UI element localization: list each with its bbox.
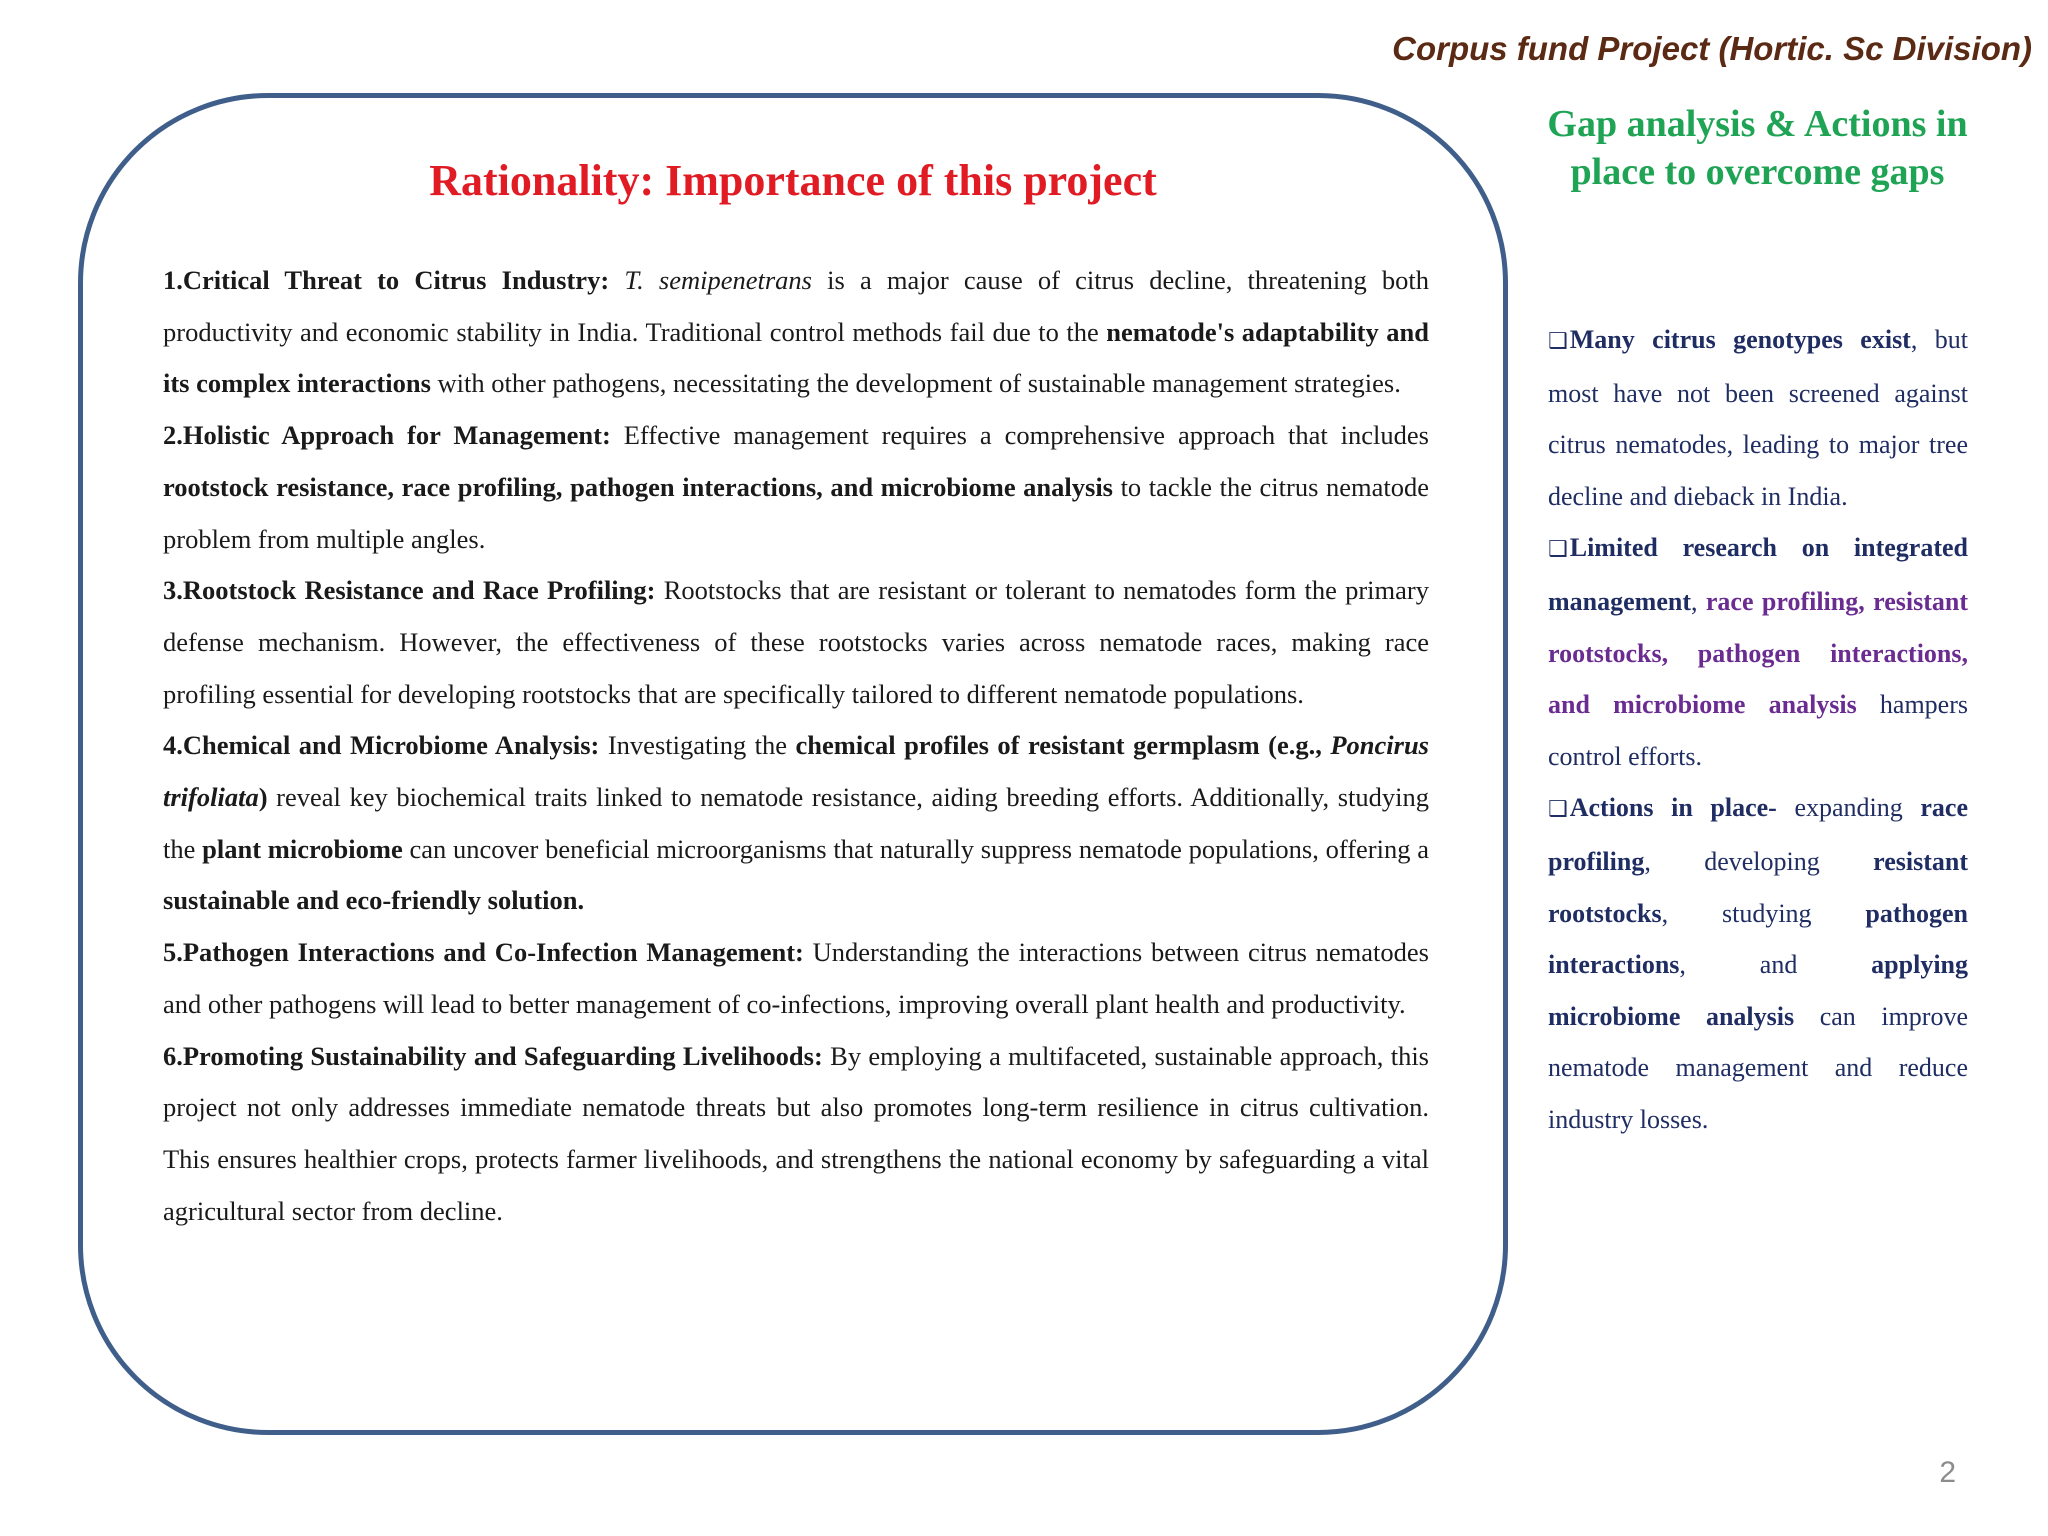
rationality-item-5: 5.Pathogen Interactions and Co-Infection Management: Understanding the interactions between citrus nematodes and other pathogens will lead to better management of co-infections, improving overall plant health and productivity. [163, 937, 1429, 1019]
item-heading: 4.Chemical and Microbiome Analysis: [163, 730, 600, 761]
rationality-item-1: 1.Critical Threat to Citrus Industry: T. semipenetrans is a major cause of citrus decline, threatening both productivity and economic stability in India. Traditional control methods fail due to the nematode's adaptability and its complex interactions with other pathogens, necessitating the development of sustainable management strategies. [163, 265, 1430, 399]
rationality-item-6: 6.Promoting Sustainability and Safeguarding Livelihoods: By employing a multifaceted, sustainable approach, this project not only addresses immediate nematode threats but also promotes long-term resilience in citrus cultivation. This ensures healthier crops, protects farmer livelihoods, and strengthens the national economy by safeguarding a vital agricultural sector from decline. [163, 1040, 1429, 1226]
rationality-item-2: 2.Holistic Approach for Management: Effective management requires a comprehensive approach that includes rootstock resistance, race profiling, pathogen interactions, and microbiome analysis to tackle the citrus nematode problem from multiple angles. [163, 420, 1429, 554]
gap-item-1: ❑Many citrus genotypes exist, but most have not been screened against citrus nematodes, leading to major tree decline and dieback in India. [1548, 325, 1969, 511]
item-heading: 6.Promoting Sustainability and Safeguarding Livelihoods: [163, 1040, 823, 1071]
item-heading: 2.Holistic Approach for Management: [163, 420, 611, 451]
rationality-item-4: 4.Chemical and Microbiome Analysis: Investigating the chemical profiles of resistant germplasm (e.g., Poncirus trifoliata) reveal key biochemical traits linked to nematode resistance, aiding breeding efforts. Additionally, studying the plant microbiome can uncover beneficial microorganisms that naturally suppress nematode populations, offering a sustainable and eco-friendly solution. [163, 730, 1430, 916]
rationality-item-3: 3.Rootstock Resistance and Race Profiling: Rootstocks that are resistant or tolerant to nematodes form the primary defense mechanism. However, the effectiveness of these rootstocks varies across nematode races, making race profiling essential for developing rootstocks that are specifically tailored to different nematode populations. [163, 575, 1429, 709]
rationality-list [163, 255, 1429, 1237]
page-number: 2 [1939, 1456, 1956, 1489]
gap-item-3: ❑Actions in place- expanding race profiling, developing resistant rootstocks, studying pathogen interactions, and applying microbiome analysis can improve nematode management and reduce industry losses. [1548, 793, 1968, 1134]
item-heading: 1.Critical Threat to Citrus Industry: [163, 265, 610, 295]
item-heading: 3.Rootstock Resistance and Race Profiling: [163, 575, 656, 606]
square-bullet-icon: ❑ [1548, 797, 1568, 823]
square-bullet-icon: ❑ [1548, 537, 1568, 563]
square-bullet-icon: ❑ [1548, 329, 1568, 354]
gap-analysis-title: Gap analysis & Actions in place to overcome gaps [1547, 103, 1968, 193]
species-name: T. semipenetrans [624, 265, 812, 295]
header-title: Corpus fund Project (Hortic. Sc Division) [1392, 30, 2032, 67]
rationality-title: Rationality: Importance of this project [429, 156, 1157, 205]
gap-analysis-list [1548, 314, 1968, 1146]
item-heading: 5.Pathogen Interactions and Co-Infection Management: [163, 937, 804, 968]
gap-item-2: ❑Limited research on integrated management, race profiling, resistant rootstocks, pathogen interactions, and microbiome analysis hampers control efforts. [1548, 533, 1968, 771]
